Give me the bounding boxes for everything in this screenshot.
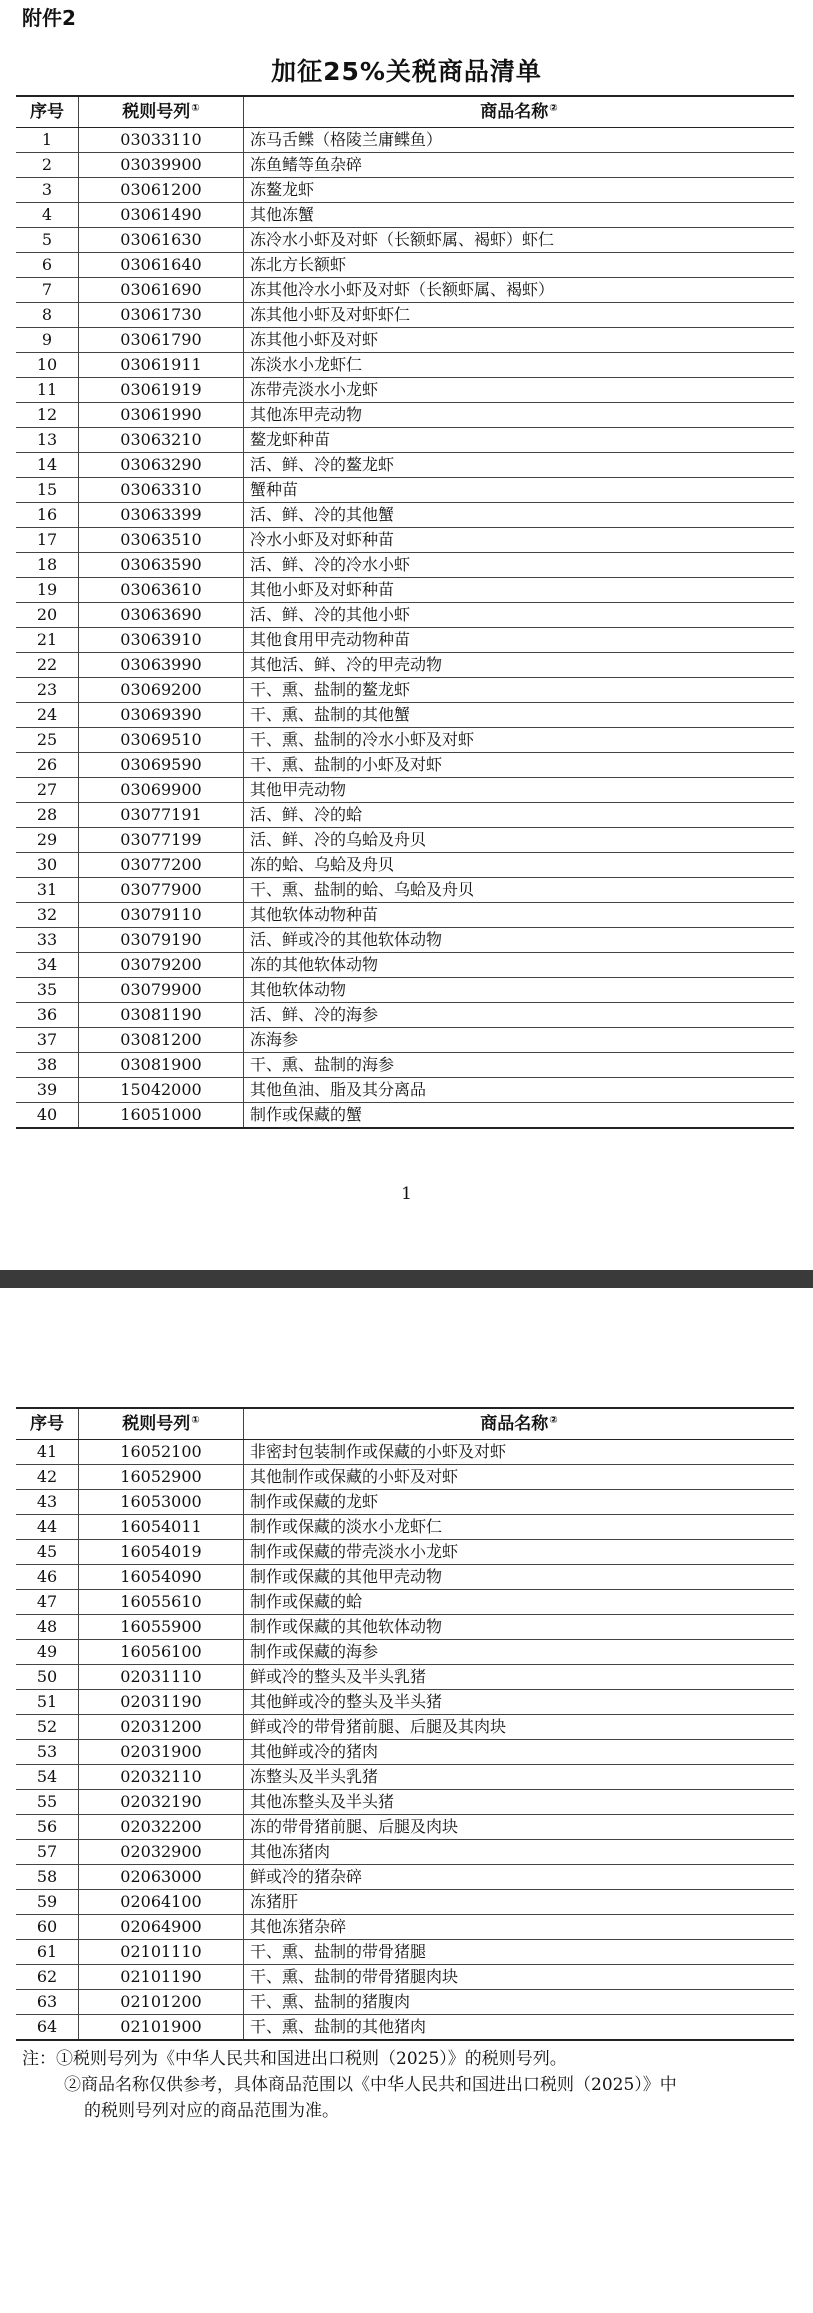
row-seq: 60 — [16, 1915, 79, 1940]
row-tariff-code: 16055900 — [79, 1615, 244, 1640]
row-seq: 25 — [16, 728, 79, 753]
row-product-name: 制作或保藏的其他软体动物 — [244, 1615, 795, 1640]
row-product-name: 冻鱼鳍等鱼杂碎 — [244, 153, 795, 178]
row-seq: 21 — [16, 628, 79, 653]
row-tariff-code: 16055610 — [79, 1590, 244, 1615]
row-product-name: 冻其他小虾及对虾 — [244, 328, 795, 353]
row-product-name: 干、熏、盐制的鳌龙虾 — [244, 678, 795, 703]
row-tariff-code: 03061690 — [79, 278, 244, 303]
table-row — [16, 853, 794, 878]
row-seq: 59 — [16, 1890, 79, 1915]
row-seq: 37 — [16, 1028, 79, 1053]
row-tariff-code: 02101110 — [79, 1940, 244, 1965]
row-tariff-code: 02063000 — [79, 1865, 244, 1890]
table-row — [16, 953, 794, 978]
row-tariff-code: 03061919 — [79, 378, 244, 403]
table-row — [16, 153, 794, 178]
row-seq: 32 — [16, 903, 79, 928]
row-product-name: 其他甲壳动物 — [244, 778, 795, 803]
row-product-name: 活、鲜、冷的鳌龙虾 — [244, 453, 795, 478]
table-row — [16, 728, 794, 753]
table-row — [16, 1590, 794, 1615]
table-row — [16, 278, 794, 303]
table-row — [16, 228, 794, 253]
row-seq: 22 — [16, 653, 79, 678]
row-product-name: 冻其他冷水小虾及对虾（长额虾属、褐虾） — [244, 278, 795, 303]
row-tariff-code: 03063610 — [79, 578, 244, 603]
row-product-name: 冻海参 — [244, 1028, 795, 1053]
row-tariff-code: 03069590 — [79, 753, 244, 778]
row-tariff-code: 02064900 — [79, 1915, 244, 1940]
row-product-name: 制作或保藏的海参 — [244, 1640, 795, 1665]
row-seq: 50 — [16, 1665, 79, 1690]
table-row — [16, 1440, 794, 1465]
page-number: 1 — [401, 1184, 412, 1204]
row-tariff-code: 03063510 — [79, 528, 244, 553]
row-product-name: 制作或保藏的淡水小龙虾仁 — [244, 1515, 795, 1540]
row-seq: 24 — [16, 703, 79, 728]
table-row — [16, 678, 794, 703]
row-product-name: 鲜或冷的猪杂碎 — [244, 1865, 795, 1890]
row-seq: 6 — [16, 253, 79, 278]
row-tariff-code: 03033110 — [79, 128, 244, 153]
row-product-name: 冻北方长额虾 — [244, 253, 795, 278]
footnotes — [22, 2046, 792, 2124]
row-tariff-code: 03063290 — [79, 453, 244, 478]
row-seq: 14 — [16, 453, 79, 478]
attachment-label: 附件2 — [22, 6, 76, 30]
table-row — [16, 453, 794, 478]
row-product-name: 制作或保藏的蛤 — [244, 1590, 795, 1615]
row-tariff-code: 03079190 — [79, 928, 244, 953]
row-product-name: 活、鲜、冷的其他小虾 — [244, 603, 795, 628]
row-product-name: 其他冻猪杂碎 — [244, 1915, 795, 1940]
row-product-name: 活、鲜、冷的蛤 — [244, 803, 795, 828]
row-seq: 42 — [16, 1465, 79, 1490]
table-row — [16, 178, 794, 203]
row-seq: 26 — [16, 753, 79, 778]
row-seq: 34 — [16, 953, 79, 978]
row-seq: 61 — [16, 1940, 79, 1965]
row-tariff-code: 03079110 — [79, 903, 244, 928]
row-product-name: 冻的蛤、乌蛤及舟贝 — [244, 853, 795, 878]
row-tariff-code: 03063990 — [79, 653, 244, 678]
row-seq: 20 — [16, 603, 79, 628]
row-tariff-code: 03061630 — [79, 228, 244, 253]
row-tariff-code: 02101190 — [79, 1965, 244, 1990]
row-tariff-code: 16054011 — [79, 1515, 244, 1540]
row-tariff-code: 16051000 — [79, 1103, 244, 1129]
footnote-mark-1: ① — [191, 103, 200, 114]
row-product-name: 干、熏、盐制的海参 — [244, 1053, 795, 1078]
row-tariff-code: 16052900 — [79, 1465, 244, 1490]
table-row — [16, 1990, 794, 2015]
row-tariff-code: 03081200 — [79, 1028, 244, 1053]
row-tariff-code: 03063210 — [79, 428, 244, 453]
row-seq: 56 — [16, 1815, 79, 1840]
row-seq: 18 — [16, 553, 79, 578]
table-row — [16, 1103, 794, 1129]
row-tariff-code: 03077191 — [79, 803, 244, 828]
row-product-name: 干、熏、盐制的冷水小虾及对虾 — [244, 728, 795, 753]
table-row — [16, 1028, 794, 1053]
row-product-name: 冷水小虾及对虾种苗 — [244, 528, 795, 553]
row-tariff-code: 03069390 — [79, 703, 244, 728]
row-tariff-code: 16054019 — [79, 1540, 244, 1565]
table-row — [16, 703, 794, 728]
table-row — [16, 1715, 794, 1740]
table-header-row — [16, 96, 794, 128]
row-seq: 23 — [16, 678, 79, 703]
row-product-name: 鳌龙虾种苗 — [244, 428, 795, 453]
row-product-name: 冻冷水小虾及对虾（长额虾属、褐虾）虾仁 — [244, 228, 795, 253]
footnote-mark-2: ② — [549, 103, 558, 114]
row-product-name: 鲜或冷的整头及半头乳猪 — [244, 1665, 795, 1690]
row-tariff-code: 16052100 — [79, 1440, 244, 1465]
row-tariff-code: 03061640 — [79, 253, 244, 278]
row-seq: 7 — [16, 278, 79, 303]
row-seq: 63 — [16, 1990, 79, 2015]
table-row — [16, 828, 794, 853]
table-row — [16, 253, 794, 278]
row-product-name: 冻猪肝 — [244, 1890, 795, 1915]
row-tariff-code: 02032110 — [79, 1765, 244, 1790]
row-tariff-code: 03077200 — [79, 853, 244, 878]
table-row — [16, 1053, 794, 1078]
footnote-mark-2: ② — [549, 1415, 558, 1426]
row-seq: 31 — [16, 878, 79, 903]
row-product-name: 冻的其他软体动物 — [244, 953, 795, 978]
row-tariff-code: 03063690 — [79, 603, 244, 628]
row-tariff-code: 02031110 — [79, 1665, 244, 1690]
table-row — [16, 578, 794, 603]
row-tariff-code: 02064100 — [79, 1890, 244, 1915]
row-tariff-code: 03061200 — [79, 178, 244, 203]
table-row — [16, 1515, 794, 1540]
table-row — [16, 353, 794, 378]
table-row — [16, 303, 794, 328]
row-product-name: 冻的带骨猪前腿、后腿及肉块 — [244, 1815, 795, 1840]
row-tariff-code: 02101900 — [79, 2015, 244, 2041]
row-tariff-code: 03061730 — [79, 303, 244, 328]
row-tariff-code: 03069510 — [79, 728, 244, 753]
row-seq: 58 — [16, 1865, 79, 1890]
row-product-name: 其他软体动物种苗 — [244, 903, 795, 928]
row-product-name: 干、熏、盐制的蛤、乌蛤及舟贝 — [244, 878, 795, 903]
row-seq: 40 — [16, 1103, 79, 1129]
table-row — [16, 653, 794, 678]
row-seq: 30 — [16, 853, 79, 878]
table-row — [16, 1965, 794, 1990]
header-seq: 序号 — [16, 1408, 79, 1440]
row-seq: 36 — [16, 1003, 79, 1028]
row-tariff-code: 16056100 — [79, 1640, 244, 1665]
row-seq: 12 — [16, 403, 79, 428]
row-seq: 10 — [16, 353, 79, 378]
table-row — [16, 1540, 794, 1565]
header-code: 税则号列① — [79, 1408, 244, 1440]
row-seq: 51 — [16, 1690, 79, 1715]
row-tariff-code: 15042000 — [79, 1078, 244, 1103]
row-seq: 15 — [16, 478, 79, 503]
table-row — [16, 1565, 794, 1590]
row-product-name: 活、鲜或冷的其他软体动物 — [244, 928, 795, 953]
row-seq: 28 — [16, 803, 79, 828]
row-product-name: 冻淡水小龙虾仁 — [244, 353, 795, 378]
row-product-name: 其他鲜或冷的猪肉 — [244, 1740, 795, 1765]
table-row — [16, 603, 794, 628]
row-tariff-code: 03063399 — [79, 503, 244, 528]
table-row — [16, 978, 794, 1003]
row-product-name: 其他冻猪肉 — [244, 1840, 795, 1865]
row-tariff-code: 02032200 — [79, 1815, 244, 1840]
row-seq: 13 — [16, 428, 79, 453]
row-tariff-code: 03081900 — [79, 1053, 244, 1078]
table-header-row — [16, 1408, 794, 1440]
header-code: 税则号列① — [79, 96, 244, 128]
row-tariff-code: 02031900 — [79, 1740, 244, 1765]
row-seq: 64 — [16, 2015, 79, 2041]
table-row — [16, 628, 794, 653]
row-tariff-code: 03069900 — [79, 778, 244, 803]
row-product-name: 其他鱼油、脂及其分离品 — [244, 1078, 795, 1103]
row-seq: 55 — [16, 1790, 79, 1815]
row-seq: 8 — [16, 303, 79, 328]
row-seq: 39 — [16, 1078, 79, 1103]
row-product-name: 干、熏、盐制的小虾及对虾 — [244, 753, 795, 778]
row-product-name: 鲜或冷的带骨猪前腿、后腿及其肉块 — [244, 1715, 795, 1740]
row-product-name: 其他软体动物 — [244, 978, 795, 1003]
table-row — [16, 128, 794, 153]
row-product-name: 其他食用甲壳动物种苗 — [244, 628, 795, 653]
row-seq: 46 — [16, 1565, 79, 1590]
table-row — [16, 1815, 794, 1840]
row-product-name: 冻鳌龙虾 — [244, 178, 795, 203]
table-row — [16, 203, 794, 228]
row-seq: 2 — [16, 153, 79, 178]
row-seq: 43 — [16, 1490, 79, 1515]
row-product-name: 冻带壳淡水小龙虾 — [244, 378, 795, 403]
row-tariff-code: 02101200 — [79, 1990, 244, 2015]
footnote-1: 注：①税则号列为《中华人民共和国进出口税则（2025）》的税则号列。 — [22, 2049, 567, 2069]
row-product-name: 冻整头及半头乳猪 — [244, 1765, 795, 1790]
row-seq: 17 — [16, 528, 79, 553]
row-tariff-code: 03063310 — [79, 478, 244, 503]
row-tariff-code: 03063910 — [79, 628, 244, 653]
row-tariff-code: 03069200 — [79, 678, 244, 703]
row-tariff-code: 03061790 — [79, 328, 244, 353]
footnote-mark-1: ① — [191, 1415, 200, 1426]
row-seq: 53 — [16, 1740, 79, 1765]
row-seq: 35 — [16, 978, 79, 1003]
row-tariff-code: 03061490 — [79, 203, 244, 228]
footnote-2-continued: 的税则号列对应的商品范围为准。 — [84, 2101, 339, 2121]
page-divider — [0, 1270, 813, 1288]
row-seq: 48 — [16, 1615, 79, 1640]
row-product-name: 其他冻蟹 — [244, 203, 795, 228]
row-tariff-code: 02031200 — [79, 1715, 244, 1740]
table-row — [16, 1790, 794, 1815]
row-seq: 29 — [16, 828, 79, 853]
table-row — [16, 1765, 794, 1790]
table-row — [16, 1865, 794, 1890]
row-seq: 49 — [16, 1640, 79, 1665]
table-row — [16, 1940, 794, 1965]
table-row — [16, 1840, 794, 1865]
row-product-name: 干、熏、盐制的其他蟹 — [244, 703, 795, 728]
row-seq: 5 — [16, 228, 79, 253]
table-row — [16, 1640, 794, 1665]
table-row — [16, 328, 794, 353]
row-tariff-code: 03081190 — [79, 1003, 244, 1028]
table-row — [16, 753, 794, 778]
goods-table-page-2 — [16, 1407, 794, 2041]
row-product-name: 蟹种苗 — [244, 478, 795, 503]
table-row — [16, 528, 794, 553]
footnote-2: ②商品名称仅供参考，具体商品范围以《中华人民共和国进出口税则（2025）》中 — [64, 2075, 677, 2095]
table-row — [16, 403, 794, 428]
row-tariff-code: 02032190 — [79, 1790, 244, 1815]
row-product-name: 冻马舌鲽（格陵兰庸鲽鱼） — [244, 128, 795, 153]
row-seq: 1 — [16, 128, 79, 153]
table-row — [16, 1615, 794, 1640]
row-seq: 54 — [16, 1765, 79, 1790]
table-row — [16, 1003, 794, 1028]
row-product-name: 其他小虾及对虾种苗 — [244, 578, 795, 603]
row-seq: 11 — [16, 378, 79, 403]
row-product-name: 干、熏、盐制的带骨猪腿 — [244, 1940, 795, 1965]
row-product-name: 活、鲜、冷的冷水小虾 — [244, 553, 795, 578]
header-name: 商品名称② — [244, 96, 795, 128]
row-product-name: 活、鲜、冷的海参 — [244, 1003, 795, 1028]
row-seq: 3 — [16, 178, 79, 203]
row-seq: 62 — [16, 1965, 79, 1990]
table-row — [16, 1915, 794, 1940]
table-row — [16, 2015, 794, 2041]
row-product-name: 制作或保藏的其他甲壳动物 — [244, 1565, 795, 1590]
table-row — [16, 1465, 794, 1490]
table-row — [16, 1740, 794, 1765]
table-row — [16, 1078, 794, 1103]
table-row — [16, 803, 794, 828]
table-row — [16, 903, 794, 928]
document-title: 加征25%关税商品清单 — [271, 57, 542, 86]
row-product-name: 活、鲜、冷的乌蛤及舟贝 — [244, 828, 795, 853]
row-product-name: 冻其他小虾及对虾虾仁 — [244, 303, 795, 328]
row-product-name: 其他鲜或冷的整头及半头猪 — [244, 1690, 795, 1715]
table-row — [16, 928, 794, 953]
row-tariff-code: 03079900 — [79, 978, 244, 1003]
table-row — [16, 1890, 794, 1915]
row-tariff-code: 03077199 — [79, 828, 244, 853]
row-seq: 33 — [16, 928, 79, 953]
row-tariff-code: 02032900 — [79, 1840, 244, 1865]
row-tariff-code: 03061990 — [79, 403, 244, 428]
row-tariff-code: 03039900 — [79, 153, 244, 178]
row-seq: 16 — [16, 503, 79, 528]
row-tariff-code: 03063590 — [79, 553, 244, 578]
row-seq: 44 — [16, 1515, 79, 1540]
table-row — [16, 553, 794, 578]
table-row — [16, 478, 794, 503]
row-seq: 41 — [16, 1440, 79, 1465]
row-seq: 45 — [16, 1540, 79, 1565]
row-product-name: 其他制作或保藏的小虾及对虾 — [244, 1465, 795, 1490]
table-row — [16, 878, 794, 903]
row-tariff-code: 02031190 — [79, 1690, 244, 1715]
row-tariff-code: 03077900 — [79, 878, 244, 903]
table-row — [16, 428, 794, 453]
table-row — [16, 1690, 794, 1715]
table-row — [16, 503, 794, 528]
row-product-name: 制作或保藏的龙虾 — [244, 1490, 795, 1515]
row-seq: 4 — [16, 203, 79, 228]
row-seq: 57 — [16, 1840, 79, 1865]
row-seq: 9 — [16, 328, 79, 353]
table-row — [16, 1665, 794, 1690]
row-product-name: 活、鲜、冷的其他蟹 — [244, 503, 795, 528]
row-seq: 47 — [16, 1590, 79, 1615]
row-tariff-code: 16054090 — [79, 1565, 244, 1590]
table-row — [16, 1490, 794, 1515]
row-product-name: 非密封包装制作或保藏的小虾及对虾 — [244, 1440, 795, 1465]
row-product-name: 制作或保藏的蟹 — [244, 1103, 795, 1129]
row-product-name: 其他活、鲜、冷的甲壳动物 — [244, 653, 795, 678]
row-product-name: 其他冻整头及半头猪 — [244, 1790, 795, 1815]
row-product-name: 其他冻甲壳动物 — [244, 403, 795, 428]
row-seq: 27 — [16, 778, 79, 803]
row-seq: 19 — [16, 578, 79, 603]
header-seq: 序号 — [16, 96, 79, 128]
row-tariff-code: 16053000 — [79, 1490, 244, 1515]
goods-table-page-1 — [16, 95, 794, 1129]
row-seq: 52 — [16, 1715, 79, 1740]
header-name: 商品名称② — [244, 1408, 795, 1440]
table-row — [16, 378, 794, 403]
row-product-name: 制作或保藏的带壳淡水小龙虾 — [244, 1540, 795, 1565]
row-product-name: 干、熏、盐制的猪腹肉 — [244, 1990, 795, 2015]
row-product-name: 干、熏、盐制的其他猪肉 — [244, 2015, 795, 2041]
row-product-name: 干、熏、盐制的带骨猪腿肉块 — [244, 1965, 795, 1990]
row-seq: 38 — [16, 1053, 79, 1078]
row-tariff-code: 03061911 — [79, 353, 244, 378]
row-tariff-code: 03079200 — [79, 953, 244, 978]
table-row — [16, 778, 794, 803]
